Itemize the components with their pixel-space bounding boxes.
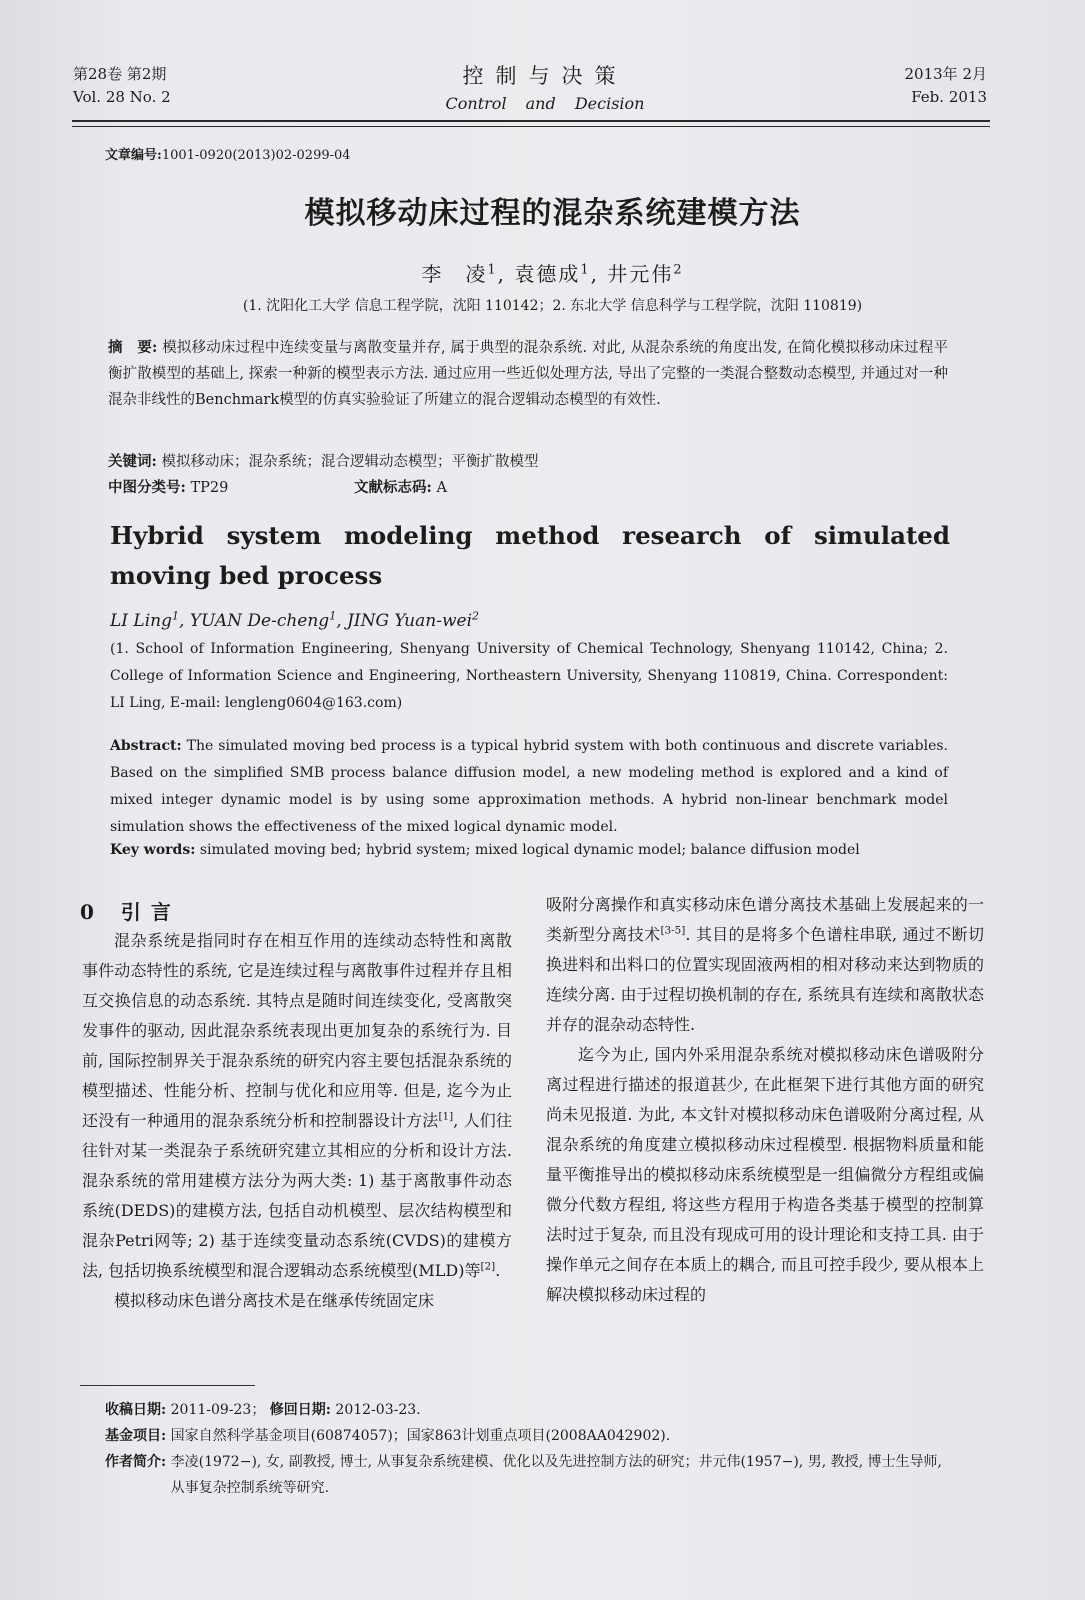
fund-value: 国家自然科学基金项目(60874057)；国家863计划重点项目(2008AA042902). (170, 1428, 671, 1444)
title-cn: 模拟移动床过程的混杂系统建模方法 (304, 196, 801, 231)
author-en: LI Ling (110, 611, 172, 631)
header-rule-thick (72, 120, 990, 122)
footnote-rule (80, 1385, 255, 1386)
received-label: 收稿日期: (105, 1402, 167, 1418)
class-number (108, 476, 228, 497)
author-affil-sup: 1 (487, 262, 498, 278)
body-paragraph (546, 890, 984, 1040)
affiliation-cn: (1. 沈阳化工大学 信息工程学院，沈阳 110142；2. 东北大学 信息科学与工程学院，沈阳 110819) (242, 298, 863, 314)
document-code-label: 文献标志码: (354, 479, 432, 496)
citation: [1] (438, 1110, 454, 1123)
keywords-en-label: Key words: (110, 842, 196, 858)
author-cn: 井元伟 (607, 262, 674, 286)
journal-name-en: Control and Decision (445, 94, 645, 113)
author-affil-sup: 2 (472, 609, 480, 623)
header-journal (380, 60, 710, 113)
document-code-value: A (436, 480, 447, 496)
keywords-en (110, 842, 948, 858)
body-paragraph: 迄今为止, 国内外采用混杂系统对模拟移动床色谱吸附分离过程进行描述的报道甚少, 在此框架下进行其他方面的研究尚未见报道. 为此, 本文针对模拟移动床色谱吸附分离过程, 从混杂系统的角度建立模拟移动床过程模型. 根据物料质量和能量平衡推导出的模拟移动床系统模型是一组偏微分方程组或偏微分代数方程组, 将这些方程用于构造各类基于模型的控制算法时过于复杂, 而且没有现成可用的设计理论和支持工具. 由于操作单元之间存在本质上的耦合, 而且可控手段少, 要从根本上解决模拟移动床过程的 (546, 1045, 984, 1304)
class-number-label: 中图分类号: (108, 479, 186, 496)
abstract-en-text: The simulated moving bed process is a typical hybrid system with both continuous and discrete variables. Based on the simplified SMB process balance diffusion model, a new modeling method is explored and a kind of mixed integer dynamic model is by using some approximation methods. A hybrid non-linear benchmark model simulation shows the effectiveness of the mixed logical dynamic model. (110, 738, 948, 835)
article-number-value: 1001-0920(2013)02-0299-04 (161, 148, 351, 163)
author-affil-sup: 1 (171, 609, 179, 623)
abstract-en-label: Abstract: (110, 738, 182, 754)
date-cn: 2013年 2月 (904, 65, 987, 83)
author-affil-sup: 1 (580, 262, 591, 278)
header-date (905, 63, 988, 109)
abstract-en (110, 733, 948, 841)
authors-cn: 李 凌$^1$, 袁德成$^1$, 井元伟$^2$ (421, 262, 684, 286)
affiliation-en: (1. School of Information Engineering, Shenyang University of Chemical Technology, Shenyang 110142, China; 2. College of Information Science and Engineering, Northeastern University, Shenyang 110819, China. Correspondent: LI Ling, E-mail: lengleng0604@163.com) (110, 641, 948, 711)
author-affil-sup: 1 (329, 609, 337, 623)
abstract-cn-text: 模拟移动床过程中连续变量与离散变量并存, 属于典型的混杂系统. 对此, 从混杂系统的角度出发, 在简化模拟移动床过程平衡扩散模型的基础上, 探索一种新的模型表示方法. 通过应用一些近似处理方法, 导出了完整的一类混合整数动态模型, 并通过对一种混杂非线性的Benchmark模型的仿真实验验证了所建立的混合逻辑动态模型的有效性. (108, 340, 949, 408)
keywords-cn-text: 模拟移动床；混杂系统；混合逻辑动态模型；平衡扩散模型 (161, 454, 539, 470)
article-number (105, 144, 351, 163)
body-text: . (495, 1261, 501, 1280)
body-column-left (82, 926, 512, 1316)
header-volume (73, 63, 171, 109)
date-en: Feb. 2013 (911, 88, 987, 106)
revised-label: 修回日期: (269, 1402, 331, 1418)
keywords-en-text: simulated moving bed; hybrid system; mixed logical dynamic model; balance diffusion model (199, 842, 860, 858)
body-text: , 人们往往针对某一类混杂子系统研究建立其相应的分析和设计方法. 混杂系统的常用建模方法分为两大类: 1) 基于离散事件动态系统(DEDS)的建模方法, 包括自动机模型、层次结构模型和混杂Petri网等; 2) 基于连续变量动态系统(CVDS)的建模方法, 包括切换系统模型和混合逻辑动态系统模型(MLD)等 (82, 1111, 512, 1280)
body-text: . 其目的是将多个色谱柱串联, 通过不断切换进料和出料口的位置实现固液两相的相对移动来达到物质的连续分离. 由于过程切换机制的存在, 系统具有连续和离散状态并存的混杂动态特性. (546, 925, 984, 1034)
footnote-dates (105, 1397, 421, 1423)
fund-label: 基金项目: (105, 1428, 167, 1444)
received-value: 2011-09-23； (170, 1402, 266, 1418)
bio-value: 李凌(1972−), 女, 副教授, 博士, 从事复杂系统建模、优化以及先进控制方法的研究；井元伟(1957−), 男, 教授, 博士生导师, 从事复杂控制系统等研究. (170, 1454, 942, 1496)
revised-value: 2012-03-23. (335, 1402, 421, 1418)
volume-cn: 第28卷 第2期 (73, 65, 167, 83)
journal-name-cn: 控制与决策 (462, 64, 628, 88)
article-number-label: 文章编号: (105, 148, 162, 163)
section-heading (80, 896, 181, 925)
title-en: Hybrid system modeling method research of simulated moving bed process (110, 521, 950, 590)
section-title: 引言 (120, 900, 181, 924)
abstract-cn (108, 335, 948, 413)
keywords-cn (108, 450, 948, 471)
volume-en: Vol. 28 No. 2 (73, 88, 171, 106)
author-cn: 袁德成 (514, 262, 581, 286)
author-cn: 李 凌 (421, 262, 488, 286)
authors-en: LI Ling$^1$, YUAN De-cheng$^1$, JING Yuan-wei$^2$ (110, 609, 480, 631)
author-affil-sup: 2 (673, 262, 684, 278)
author-en: JING Yuan-wei (347, 611, 473, 631)
document-code (354, 476, 447, 497)
abstract-cn-label: 摘 要: (108, 339, 158, 356)
keywords-cn-label: 关键词: (108, 453, 157, 470)
footnote-fund (105, 1423, 670, 1449)
footnote-bio (105, 1449, 965, 1501)
body-text: 混杂系统是指同时存在相互作用的连续动态特性和离散事件动态特性的系统, 它是连续过程与离散事件过程并存且相互交换信息的动态系统. 其特点是随时间连续变化, 受离散突发事件的驱动, 因此混杂系统表现出更加复杂的系统行为. 目前, 国际控制界关于混杂系统的研究内容主要包括混杂系统的模型描述、性能分析、控制与优化和应用等. 但是, 迄今为止还没有一种通用的混杂系统分析和控制器设计方法 (82, 931, 512, 1130)
body-text: 吸附分离操作和真实移动床色谱分离技术基础上发展起来的一类新型分离技术 (546, 895, 984, 944)
author-en: YUAN De-cheng (189, 611, 330, 631)
body-paragraph (82, 926, 512, 1286)
header-rule-thin (72, 126, 990, 127)
section-number: 0 (80, 900, 104, 924)
body-paragraph: 模拟移动床色谱分离技术是在继承传统固定床 (114, 1291, 435, 1310)
citation: [2] (480, 1260, 496, 1273)
body-column-right (546, 890, 984, 1310)
citation: [3-5] (660, 924, 686, 937)
class-number-value: TP29 (190, 480, 229, 496)
bio-label: 作者简介: (105, 1454, 167, 1470)
